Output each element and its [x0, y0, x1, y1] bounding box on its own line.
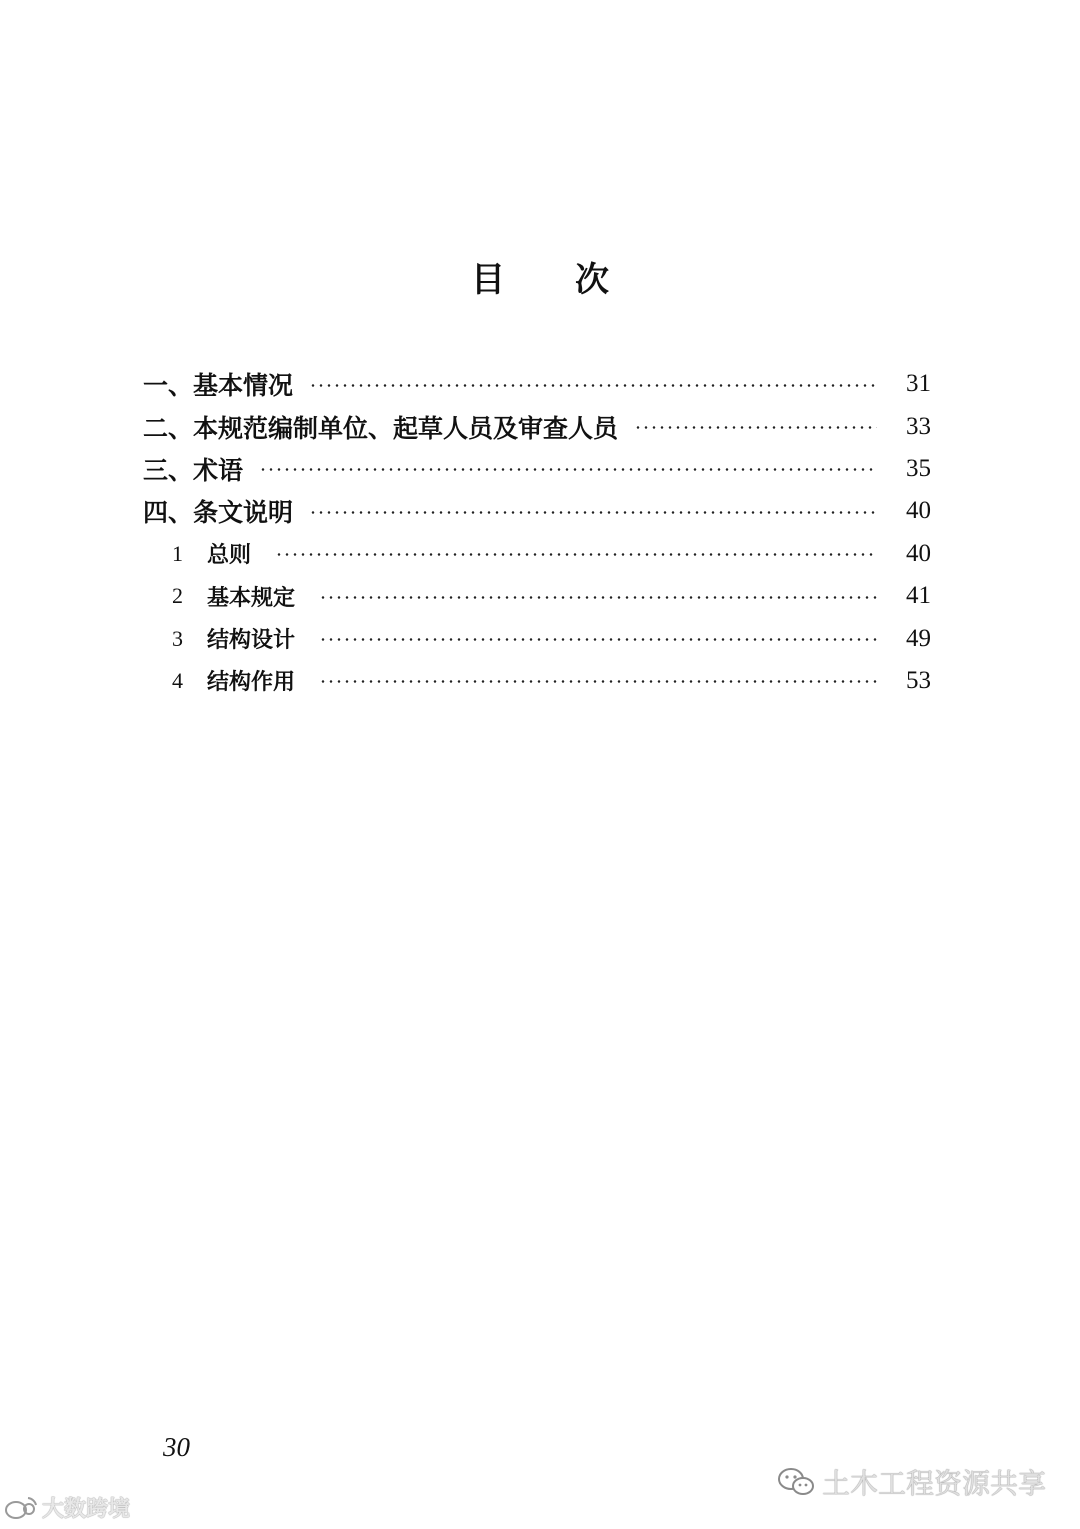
watermark-left-text: 大数跨境 [42, 1497, 131, 1522]
page-number: 30 [163, 1432, 190, 1462]
watermark-right-text: 土木工程资源共享 [821, 1467, 1046, 1500]
weibo-logo-icon [4, 1495, 38, 1521]
toc-subentry[interactable] [143, 660, 931, 702]
toc-subentry-number: 4 [172, 667, 183, 693]
toc-entry-page: 40 [906, 497, 931, 525]
dot-leader [319, 680, 877, 683]
toc-subentry[interactable] [143, 617, 931, 659]
toc-subentry-page: 53 [906, 666, 931, 694]
toc-entry[interactable] [143, 448, 931, 490]
toc-subentry[interactable] [143, 533, 931, 575]
dot-leader [275, 553, 877, 556]
toc-entry[interactable] [143, 405, 931, 447]
toc-subentry-page: 40 [906, 539, 931, 567]
toc-entry-page: 33 [906, 412, 931, 440]
toc-subentry-label: 基本规定 [207, 584, 296, 611]
watermark-right [776, 1462, 1046, 1502]
toc-entry-label: 一、基本情况 [143, 371, 294, 401]
dot-leader [319, 638, 877, 641]
dot-leader [309, 511, 877, 514]
dot-leader [259, 468, 877, 471]
toc-subentry[interactable] [143, 575, 931, 617]
toc-subentry-number: 2 [172, 583, 183, 609]
toc-subentry-number: 1 [172, 540, 183, 566]
toc-entry-label: 三、术语 [143, 455, 244, 485]
toc-subentry-label: 结构设计 [207, 627, 296, 654]
watermark-left [4, 1492, 130, 1523]
toc-subentry-label: 总则 [207, 542, 252, 569]
toc-subentry-page: 41 [906, 582, 931, 610]
toc-entry-label: 二、本规范编制单位、起草人员及审查人员 [143, 413, 619, 443]
toc-entry-page: 35 [906, 454, 931, 482]
wechat-icon [776, 1466, 816, 1498]
title-char-1: 目 [471, 260, 505, 300]
toc-entry[interactable] [143, 490, 931, 532]
title-char-2: 次 [575, 260, 609, 300]
toc-subentry-page: 49 [906, 624, 931, 652]
toc-subentry-label: 结构作用 [207, 669, 296, 696]
dot-leader [309, 384, 877, 387]
dot-leader [634, 426, 877, 429]
toc-subentry-number: 3 [172, 625, 183, 651]
page-title [0, 252, 1080, 301]
table-of-contents [143, 363, 931, 702]
toc-entry-page: 31 [906, 370, 931, 398]
dot-leader [319, 596, 877, 599]
toc-entry[interactable] [143, 363, 931, 405]
toc-entry-label: 四、条文说明 [143, 498, 294, 528]
